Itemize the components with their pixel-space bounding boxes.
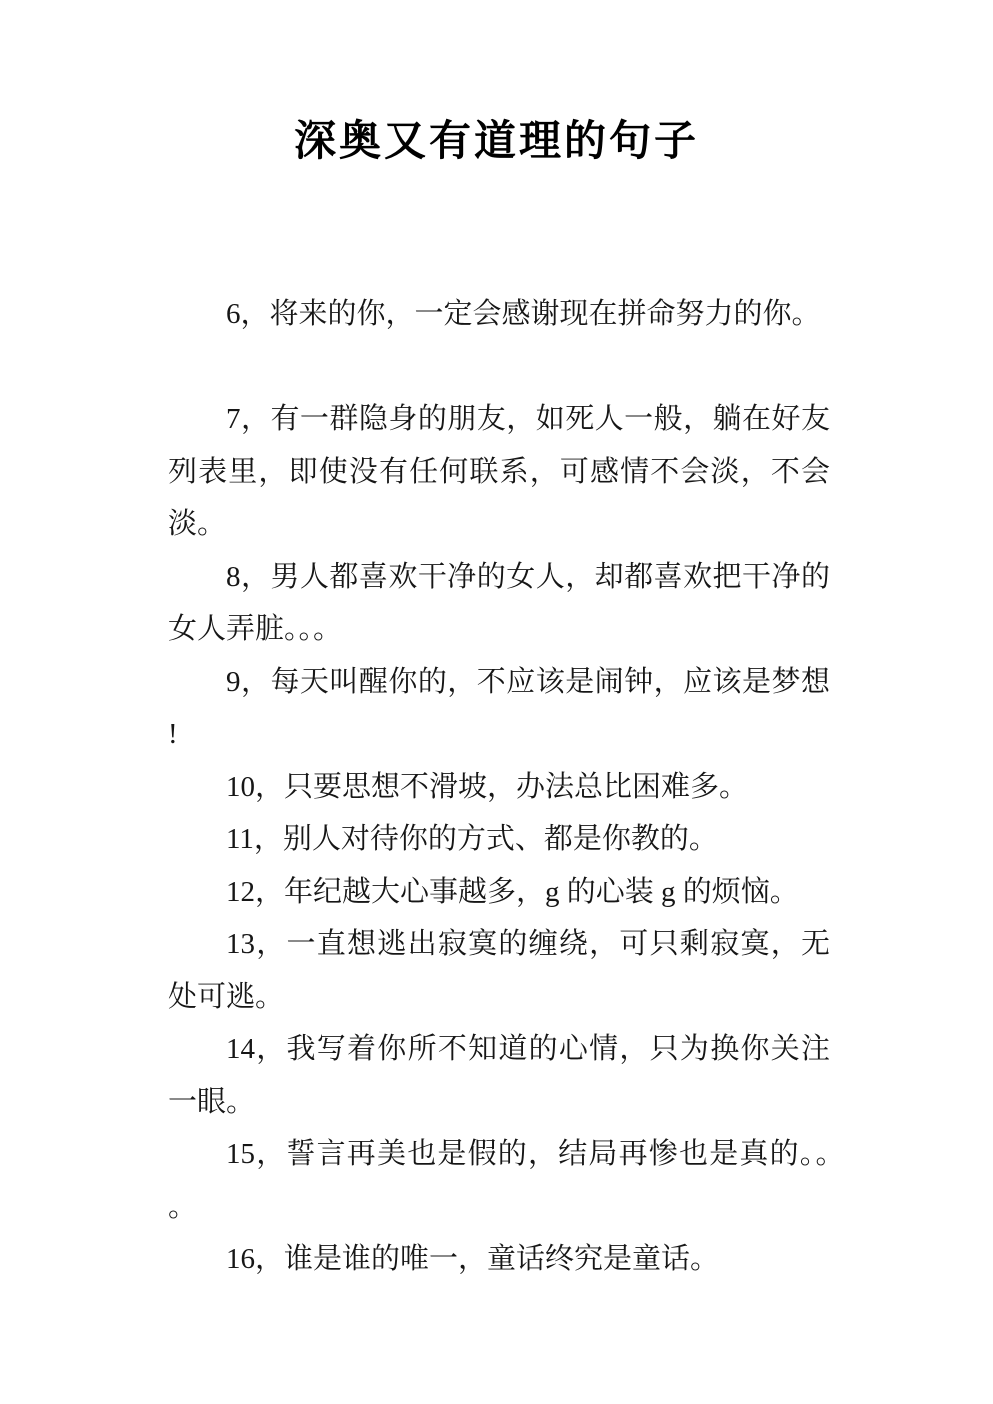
sentence-item-15: 15，誓言再美也是假的，结局再惨也是真的。。。 — [168, 1138, 830, 1223]
sentence-item-11: 11，别人对待你的方式、都是你教的。 — [226, 823, 718, 855]
sentence-item-14: 14，我写着你所不知道的心情，只为换你关注一眼。 — [168, 1033, 830, 1118]
sentence-item-9: 9，每天叫醒你的，不应该是闹钟，应该是梦想! — [168, 665, 830, 750]
sentence-item-13: 13，一直想逃出寂寞的缠绕，可只剩寂寞，无处可逃。 — [168, 928, 830, 1013]
sentence-item-16: 16，谁是谁的唯一，童话终究是童话。 — [226, 1243, 720, 1275]
sentence-item-12: 12，年纪越大心事越多，g 的心装 g 的烦恼。 — [226, 875, 799, 908]
sentence-item-7: 7，有一群隐身的朋友，如死人一般，躺在好友列表里，即使没有任何联系，可感情不会淡，不会淡。 — [168, 403, 830, 540]
sentence-item-6: 6，将来的你，一定会感谢现在拼命努力的你。 — [226, 298, 821, 330]
document-title: 深奥又有道理的句子 — [293, 117, 699, 164]
document-body — [168, 288, 830, 1286]
sentence-item-10: 10，只要思想不滑坡，办法总比困难多。 — [226, 770, 749, 803]
sentence-item-8: 8，男人都喜欢干净的女人，却都喜欢把干净的女人弄脏。。。 — [168, 560, 830, 645]
